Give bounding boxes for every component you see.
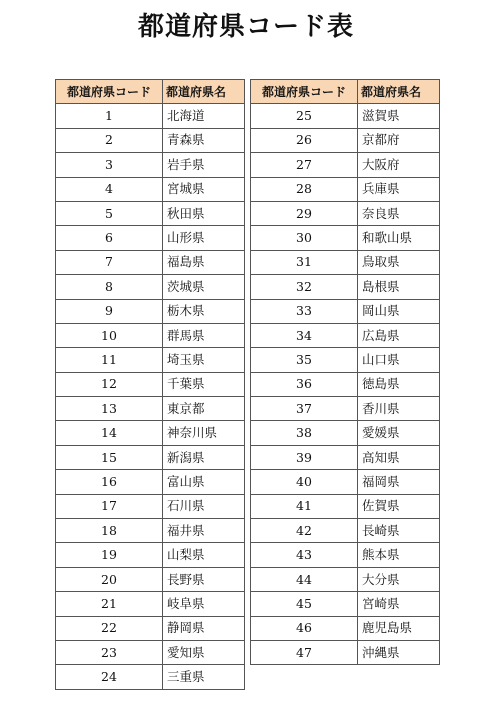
prefecture-code-cell: 16 xyxy=(56,470,163,494)
table-row xyxy=(251,250,440,274)
prefecture-code-table-right xyxy=(250,79,440,665)
prefecture-code-cell: 3 xyxy=(56,153,163,177)
table-row xyxy=(251,397,440,421)
prefecture-code-cell: 44 xyxy=(251,567,358,591)
prefecture-code-cell: 27 xyxy=(251,153,358,177)
prefecture-name-cell: 三重県 xyxy=(163,665,245,689)
table-body-right xyxy=(251,104,440,665)
page-title: 都道府県コード表 xyxy=(137,12,354,42)
table-row xyxy=(251,567,440,591)
prefecture-name-cell: 岐阜県 xyxy=(163,592,245,616)
prefecture-name-cell: 宮崎県 xyxy=(358,592,440,616)
prefecture-name-cell: 滋賀県 xyxy=(358,104,440,128)
prefecture-code-cell: 4 xyxy=(56,177,163,201)
prefecture-name-cell: 香川県 xyxy=(358,397,440,421)
table-row xyxy=(56,153,245,177)
prefecture-name-cell: 東京都 xyxy=(163,397,245,421)
prefecture-code-cell: 11 xyxy=(56,348,163,372)
table-row xyxy=(56,592,245,616)
prefecture-name-cell: 奈良県 xyxy=(358,201,440,225)
table-row xyxy=(56,421,245,445)
table-row xyxy=(56,397,245,421)
prefecture-code-cell: 38 xyxy=(251,421,358,445)
table-row xyxy=(56,616,245,640)
table-row xyxy=(251,616,440,640)
prefecture-name-cell: 京都府 xyxy=(358,128,440,152)
table-row xyxy=(251,592,440,616)
prefecture-code-cell: 24 xyxy=(56,665,163,689)
prefecture-name-cell: 埼玉県 xyxy=(163,348,245,372)
prefecture-code-cell: 41 xyxy=(251,494,358,518)
table-body-left xyxy=(56,104,245,689)
prefecture-code-cell: 26 xyxy=(251,128,358,152)
table-row xyxy=(56,104,245,128)
prefecture-code-cell: 43 xyxy=(251,543,358,567)
prefecture-code-cell: 35 xyxy=(251,348,358,372)
table-row xyxy=(251,519,440,543)
table-row xyxy=(251,226,440,250)
table-row xyxy=(251,543,440,567)
prefecture-name-cell: 大阪府 xyxy=(358,153,440,177)
table-row xyxy=(56,372,245,396)
prefecture-name-cell: 大分県 xyxy=(358,567,440,591)
prefecture-name-cell: 岩手県 xyxy=(163,153,245,177)
prefecture-code-cell: 39 xyxy=(251,445,358,469)
prefecture-code-cell: 2 xyxy=(56,128,163,152)
prefecture-code-cell: 15 xyxy=(56,445,163,469)
prefecture-code-cell: 5 xyxy=(56,201,163,225)
prefecture-name-cell: 広島県 xyxy=(358,323,440,347)
prefecture-name-cell: 愛知県 xyxy=(163,640,245,664)
table-header-row xyxy=(251,80,440,104)
prefecture-name-cell: 和歌山県 xyxy=(358,226,440,250)
prefecture-code-cell: 14 xyxy=(56,421,163,445)
table-row xyxy=(251,421,440,445)
prefecture-name-cell: 福岡県 xyxy=(358,470,440,494)
prefecture-code-cell: 25 xyxy=(251,104,358,128)
prefecture-code-cell: 42 xyxy=(251,519,358,543)
prefecture-code-cell: 34 xyxy=(251,323,358,347)
prefecture-code-cell: 22 xyxy=(56,616,163,640)
header-name: 都道府県名 xyxy=(163,80,245,104)
prefecture-code-cell: 30 xyxy=(251,226,358,250)
prefecture-name-cell: 宮城県 xyxy=(163,177,245,201)
table-row xyxy=(56,250,245,274)
prefecture-name-cell: 栃木県 xyxy=(163,299,245,323)
table-row xyxy=(56,177,245,201)
table-row xyxy=(56,470,245,494)
prefecture-name-cell: 青森県 xyxy=(163,128,245,152)
prefecture-name-cell: 群馬県 xyxy=(163,323,245,347)
table-row xyxy=(56,665,245,689)
prefecture-name-cell: 静岡県 xyxy=(163,616,245,640)
prefecture-name-cell: 愛媛県 xyxy=(358,421,440,445)
table-row xyxy=(56,299,245,323)
table-row xyxy=(251,153,440,177)
table-row xyxy=(251,201,440,225)
table-row xyxy=(56,348,245,372)
prefecture-name-cell: 北海道 xyxy=(163,104,245,128)
table-row xyxy=(251,177,440,201)
table-row xyxy=(251,372,440,396)
table-row xyxy=(56,201,245,225)
header-code: 都道府県コード xyxy=(251,80,358,104)
prefecture-code-cell: 32 xyxy=(251,275,358,299)
prefecture-name-cell: 茨城県 xyxy=(163,275,245,299)
table-row xyxy=(251,445,440,469)
table-row xyxy=(251,104,440,128)
prefecture-name-cell: 島根県 xyxy=(358,275,440,299)
prefecture-code-cell: 28 xyxy=(251,177,358,201)
table-row xyxy=(251,348,440,372)
prefecture-code-cell: 36 xyxy=(251,372,358,396)
prefecture-name-cell: 鳥取県 xyxy=(358,250,440,274)
table-row xyxy=(56,275,245,299)
prefecture-name-cell: 長野県 xyxy=(163,567,245,591)
prefecture-code-cell: 46 xyxy=(251,616,358,640)
prefecture-code-cell: 47 xyxy=(251,640,358,664)
prefecture-code-cell: 33 xyxy=(251,299,358,323)
prefecture-code-cell: 13 xyxy=(56,397,163,421)
prefecture-code-cell: 19 xyxy=(56,543,163,567)
table-row xyxy=(56,128,245,152)
header-name: 都道府県名 xyxy=(358,80,440,104)
prefecture-code-cell: 45 xyxy=(251,592,358,616)
prefecture-name-cell: 徳島県 xyxy=(358,372,440,396)
prefecture-name-cell: 熊本県 xyxy=(358,543,440,567)
table-row xyxy=(56,494,245,518)
prefecture-name-cell: 新潟県 xyxy=(163,445,245,469)
prefecture-code-cell: 40 xyxy=(251,470,358,494)
table-row xyxy=(56,323,245,347)
prefecture-code-cell: 37 xyxy=(251,397,358,421)
prefecture-name-cell: 兵庫県 xyxy=(358,177,440,201)
prefecture-name-cell: 秋田県 xyxy=(163,201,245,225)
prefecture-name-cell: 石川県 xyxy=(163,494,245,518)
prefecture-name-cell: 長崎県 xyxy=(358,519,440,543)
table-row xyxy=(56,226,245,250)
prefecture-code-cell: 20 xyxy=(56,567,163,591)
table-row xyxy=(251,275,440,299)
table-row xyxy=(56,445,245,469)
prefecture-name-cell: 山口県 xyxy=(358,348,440,372)
prefecture-name-cell: 神奈川県 xyxy=(163,421,245,445)
header-code: 都道府県コード xyxy=(56,80,163,104)
table-row xyxy=(251,470,440,494)
prefecture-code-cell: 9 xyxy=(56,299,163,323)
table-row xyxy=(251,299,440,323)
prefecture-name-cell: 福島県 xyxy=(163,250,245,274)
prefecture-name-cell: 岡山県 xyxy=(358,299,440,323)
table-row xyxy=(56,519,245,543)
prefecture-code-cell: 21 xyxy=(56,592,163,616)
prefecture-code-cell: 6 xyxy=(56,226,163,250)
table-row xyxy=(56,567,245,591)
prefecture-name-cell: 千葉県 xyxy=(163,372,245,396)
prefecture-name-cell: 高知県 xyxy=(358,445,440,469)
prefecture-name-cell: 山形県 xyxy=(163,226,245,250)
prefecture-code-cell: 31 xyxy=(251,250,358,274)
prefecture-code-cell: 12 xyxy=(56,372,163,396)
table-row xyxy=(56,543,245,567)
prefecture-code-cell: 8 xyxy=(56,275,163,299)
table-row xyxy=(251,494,440,518)
prefecture-code-cell: 10 xyxy=(56,323,163,347)
prefecture-name-cell: 山梨県 xyxy=(163,543,245,567)
prefecture-code-cell: 7 xyxy=(56,250,163,274)
table-row xyxy=(56,640,245,664)
table-row xyxy=(251,323,440,347)
prefecture-code-table-left xyxy=(55,79,245,690)
prefecture-name-cell: 鹿児島県 xyxy=(358,616,440,640)
prefecture-code-cell: 23 xyxy=(56,640,163,664)
prefecture-name-cell: 福井県 xyxy=(163,519,245,543)
prefecture-code-cell: 1 xyxy=(56,104,163,128)
prefecture-name-cell: 沖縄県 xyxy=(358,640,440,664)
prefecture-name-cell: 富山県 xyxy=(163,470,245,494)
prefecture-code-cell: 18 xyxy=(56,519,163,543)
table-row xyxy=(251,640,440,664)
table-row xyxy=(251,128,440,152)
prefecture-code-cell: 29 xyxy=(251,201,358,225)
prefecture-name-cell: 佐賀県 xyxy=(358,494,440,518)
table-header-row xyxy=(56,80,245,104)
prefecture-code-cell: 17 xyxy=(56,494,163,518)
